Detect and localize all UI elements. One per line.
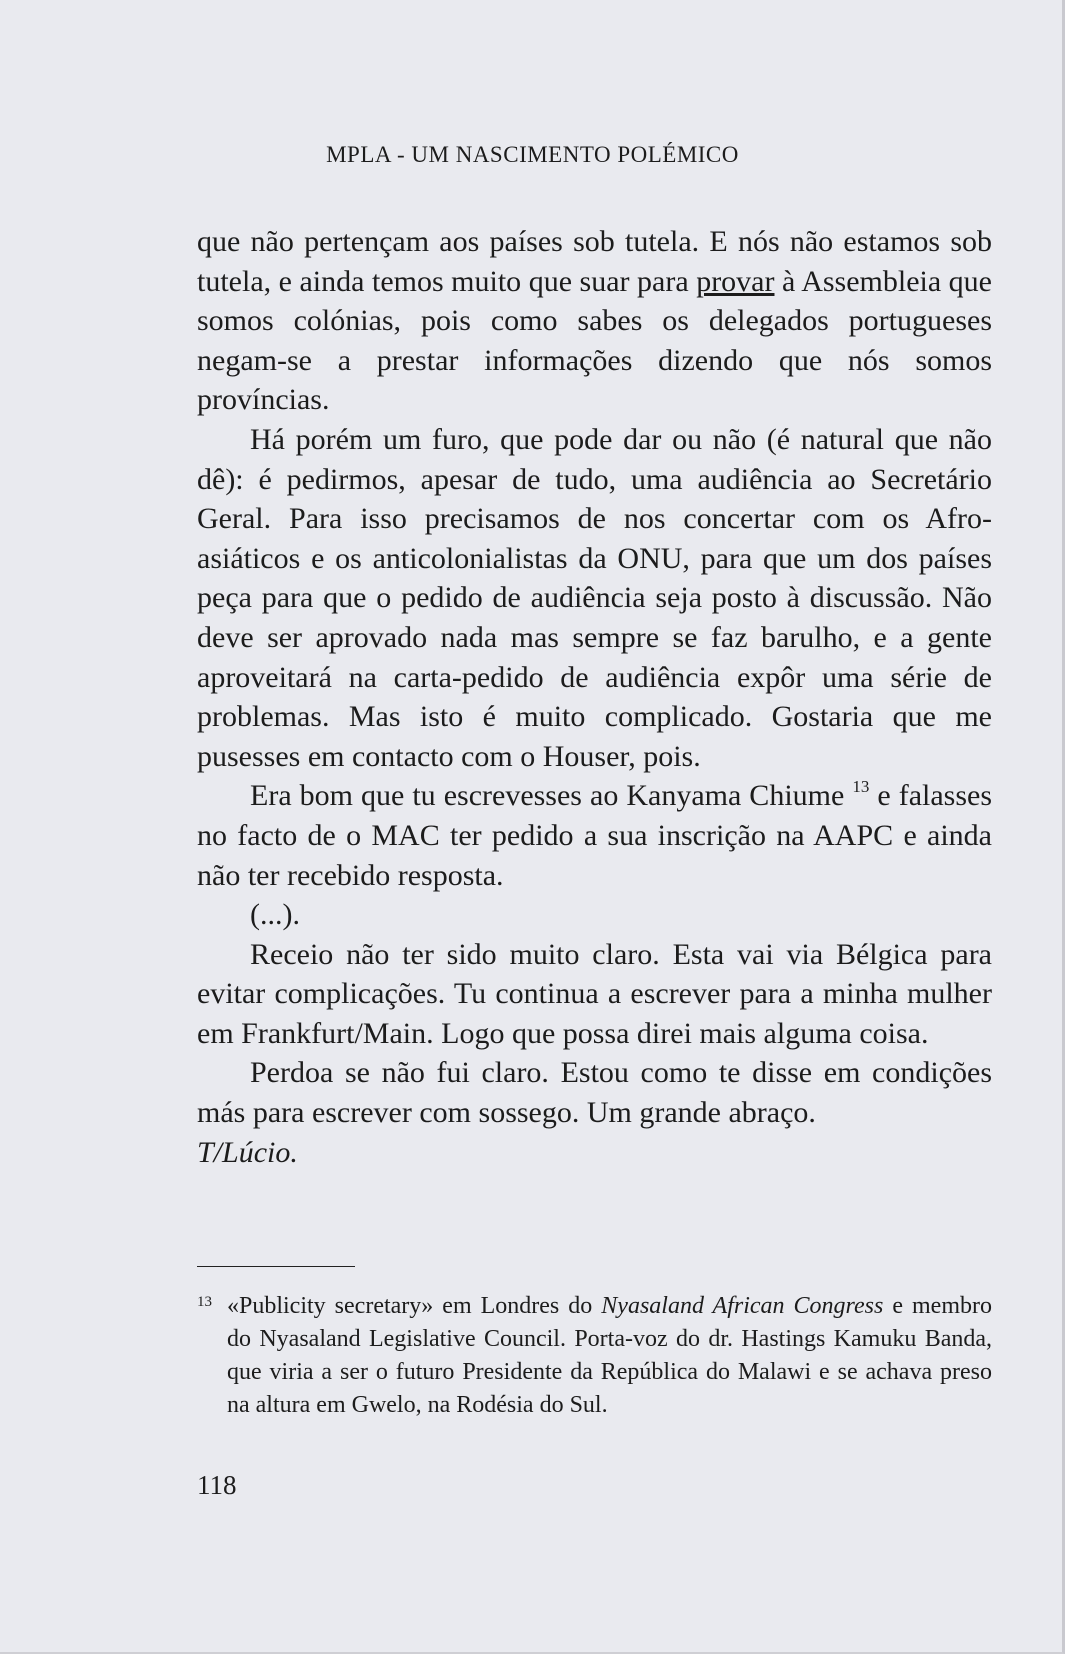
paragraph-1-text-a: que não pertençam aos países sob tutela. E nós não estamos sob tutela, e ainda temos muito que suar para — [197, 225, 992, 298]
paragraph-1-text-b: à Assembleia que somos colónias, pois como sabes os delegados portugueses negam-se a prestar informações dizendo que nós somos províncias. — [197, 264, 992, 417]
footnote-reference[interactable]: 13 — [852, 777, 870, 797]
footnote-mark: 13 — [197, 1294, 212, 1310]
footnote-13 — [197, 1290, 992, 1422]
paragraph-5: Receio não ter sido muito claro. Esta vai via Bélgica para evitar complicações. Tu continua a escrever para a minha mulher em Frankfurt/Main. Logo que possa direi mais alguma coisa. — [197, 937, 992, 1050]
footnote-text-b: e membro do Nyasaland Legislative Council. Porta-voz do dr. Hastings Kamuku Banda, que viria a ser o futuro Presidente da República do Malawi e se achava preso na altura em Gwelo, na Rodésia do Sul. — [227, 1293, 992, 1418]
signature: T/Lúcio. — [197, 1135, 298, 1169]
footnote — [197, 1290, 992, 1422]
paragraph-6: Perdoa se não fui claro. Estou como te disse em condições más para escrever com sossego. Um grande abraço. — [197, 1056, 992, 1130]
paragraph-ellipsis: (...). — [250, 898, 300, 932]
paragraph-2: Há porém um furo, que pode dar ou não (é natural que não dê): é pedirmos, apesar de tudo, uma audiência ao Secretário Geral. Para isso precisamos de nos concertar com os Afro-asiáticos e os anticolonialistas da ONU, para que um dos países peça para que o pedido de audiência seja posto à discussão. Não deve ser aprovado nada mas sempre se faz barulho, e a gente aproveitará na carta-pedido de audiência expôr uma série de problemas. Mas isto é muito complicado. Gostaria que me pusesses em contacto com o Houser, pois. — [197, 422, 992, 773]
footnote-italic-text: Nyasaland African Congress — [601, 1293, 884, 1319]
paragraph-3-text-b: e falasses no facto de o MAC ter pedido a sua inscrição na AAPC e ainda não ter recebido resposta. — [197, 779, 993, 892]
paragraph-3 — [197, 776, 992, 895]
body-text — [197, 222, 992, 1172]
paragraph-1 — [197, 222, 992, 420]
footnote-text-a: «Publicity secretary» em Londres do — [227, 1293, 602, 1319]
paragraph-3-text-a: Era bom que tu escrevesses ao Kanyama Chiume — [250, 779, 845, 813]
page-number: 118 — [197, 1470, 237, 1500]
underlined-word: provar — [696, 264, 775, 298]
footnote-divider — [197, 1266, 355, 1267]
running-header: MPLA - UM NASCIMENTO POLÉMICO — [326, 142, 739, 167]
